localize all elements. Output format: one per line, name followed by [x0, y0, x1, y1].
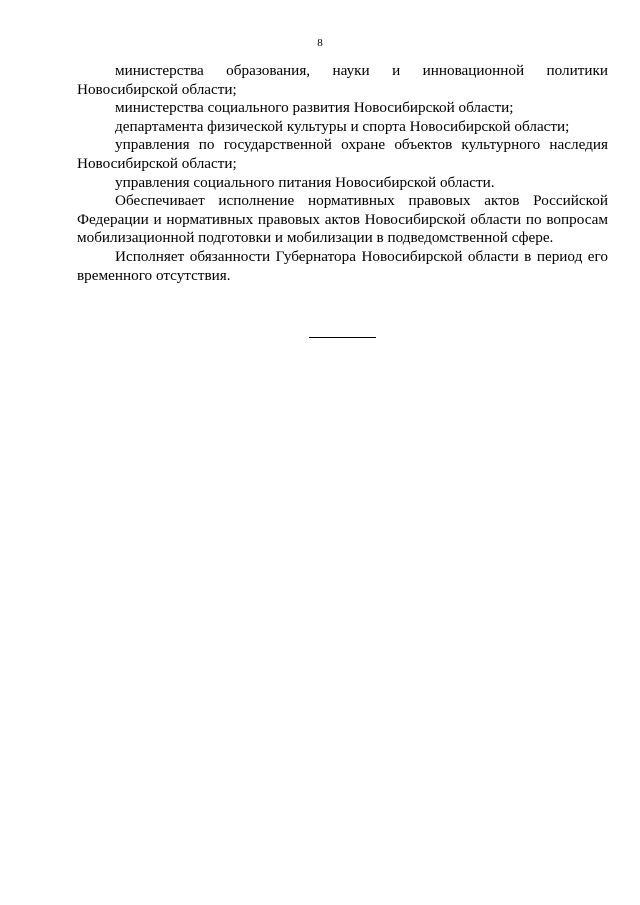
paragraph-ministry-social-development: министерства социального развития Новосибирской области; [115, 99, 514, 117]
paragraph-ministry-education: министерства образования, науки и инновационной политики Новосибирской области; [77, 62, 608, 98]
page-number: 8 [317, 37, 323, 49]
paragraph-social-nutrition-office: управления социального питания Новосибирской области. [115, 173, 495, 191]
paragraph-governor-substitution: Исполняет обязанности Губернатора Новосибирской области в период его временного отсутствия. [77, 247, 608, 284]
paragraph-department-sport: департамента физической культуры и спорта Новосибирской области; [115, 117, 570, 135]
paragraph-cultural-heritage-office: управления по государственной охране объектов культурного наследия Новосибирской области; [77, 136, 608, 172]
end-separator-line [309, 337, 376, 338]
document-body [77, 62, 608, 285]
paragraph-mobilization-duties: Обеспечивает исполнение нормативных правовых актов Российской Федерации и нормативных правовых актов Новосибирской области по вопросам мобилизационной подготовки и мобилизации в подведомственной сфере. [77, 192, 608, 247]
